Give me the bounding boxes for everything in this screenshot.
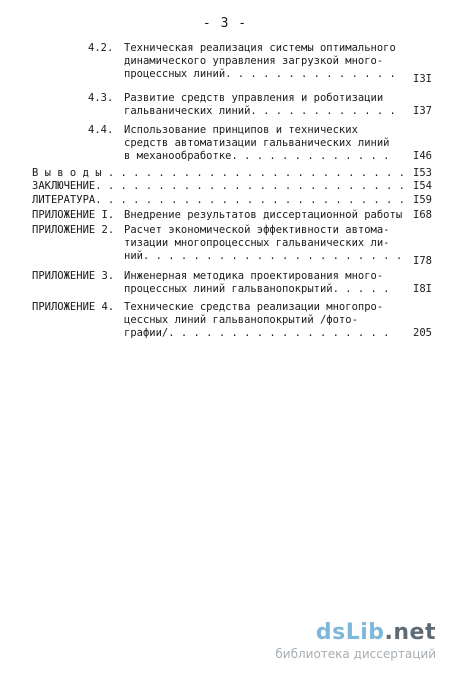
toc-entry-line: ЛИТЕРАТУРА. . . . . . . . . . . . . . . . . . . . . . . . .: [32, 194, 405, 206]
toc-entry-page: I3I: [413, 73, 432, 85]
toc-entry: [32, 43, 432, 83]
toc-entry-line: цессных линий гальванопокрытий /фото-: [124, 314, 358, 326]
watermark-logo-main: dsLib: [315, 620, 385, 645]
toc-entry-line: Расчет экономической эффективности автома-: [124, 224, 390, 236]
toc-entry-label: 4.3.: [88, 92, 114, 104]
toc-entry-page: I54: [413, 180, 432, 192]
toc-entry-line: гальванических линий. . . . . . . . . . . .: [124, 105, 396, 117]
toc-entry-line: тизации многопроцессных гальванических ли-: [124, 237, 390, 249]
toc-entry-line: Использование принципов и технических: [124, 124, 358, 136]
toc-entry-line: Технические средства реализации многопро-: [124, 301, 384, 313]
watermark-tagline: библиотека диссертаций: [275, 647, 436, 661]
toc-entry-line: Развитие средств управления и роботизации: [124, 92, 384, 104]
toc-entry-page: I46: [413, 150, 432, 162]
toc-entry: [32, 93, 432, 119]
toc-entry-line: В ы в о д ы . . . . . . . . . . . . . . . . . . . . . . . .: [32, 167, 405, 179]
toc-entry: [32, 125, 432, 165]
watermark-logo-domain: .net: [384, 620, 436, 645]
toc-entry-label: ПРИЛОЖЕНИЕ I.: [32, 209, 115, 221]
toc-entry-page: I59: [413, 194, 432, 206]
toc-entry-line: графии/. . . . . . . . . . . . . . . . . .: [124, 327, 390, 339]
toc-entry-page: I8I: [413, 283, 432, 295]
page-number: - 3 -: [202, 16, 248, 31]
toc-entry: [32, 195, 432, 208]
toc-entry-line: процессных линий. . . . . . . . . . . . . .: [124, 68, 396, 80]
toc-entry: [32, 225, 432, 265]
toc-entry-label: ПРИЛОЖЕНИЕ 4.: [32, 301, 115, 313]
toc-entry: [32, 302, 432, 342]
toc-entry-label: 4.2.: [88, 42, 114, 54]
toc-entry-line: Внедрение результатов диссертационной работы: [124, 209, 403, 221]
toc-entry-page: I68: [413, 209, 432, 221]
toc-entry-page: I37: [413, 105, 432, 117]
toc-entry-page: 205: [413, 327, 432, 339]
watermark-logo: [275, 621, 436, 645]
toc-entry: [32, 271, 432, 297]
toc-entry-line: Инженерная методика проектирования много-: [124, 270, 384, 282]
watermark: [275, 621, 436, 661]
toc-entry-label: ПРИЛОЖЕНИЕ 2.: [32, 224, 115, 236]
toc-entry-line: Техническая реализация системы оптимального: [124, 42, 396, 54]
toc-entry-label: 4.4.: [88, 124, 114, 136]
toc-entry: [32, 181, 432, 194]
toc-entry-line: ЗАКЛЮЧЕНИЕ. . . . . . . . . . . . . . . . . . . . . . . . .: [32, 180, 405, 192]
toc-entry-label: ПРИЛОЖЕНИЕ 3.: [32, 270, 115, 282]
toc-entry-line: ний. . . . . . . . . . . . . . . . . . . . .: [124, 250, 403, 262]
toc-entry-line: процессных линий гальванопокрытий. . . . .: [124, 283, 390, 295]
toc-entry-line: динамического управления загрузкой много-: [124, 55, 384, 67]
toc-entry: [32, 210, 432, 223]
toc-entry-line: средств автоматизации гальванических линий: [124, 137, 390, 149]
toc-entry-page: I78: [413, 255, 432, 267]
toc-entry-line: в механообработке. . . . . . . . . . . . .: [124, 150, 390, 162]
toc-entry-page: I53: [413, 167, 432, 179]
